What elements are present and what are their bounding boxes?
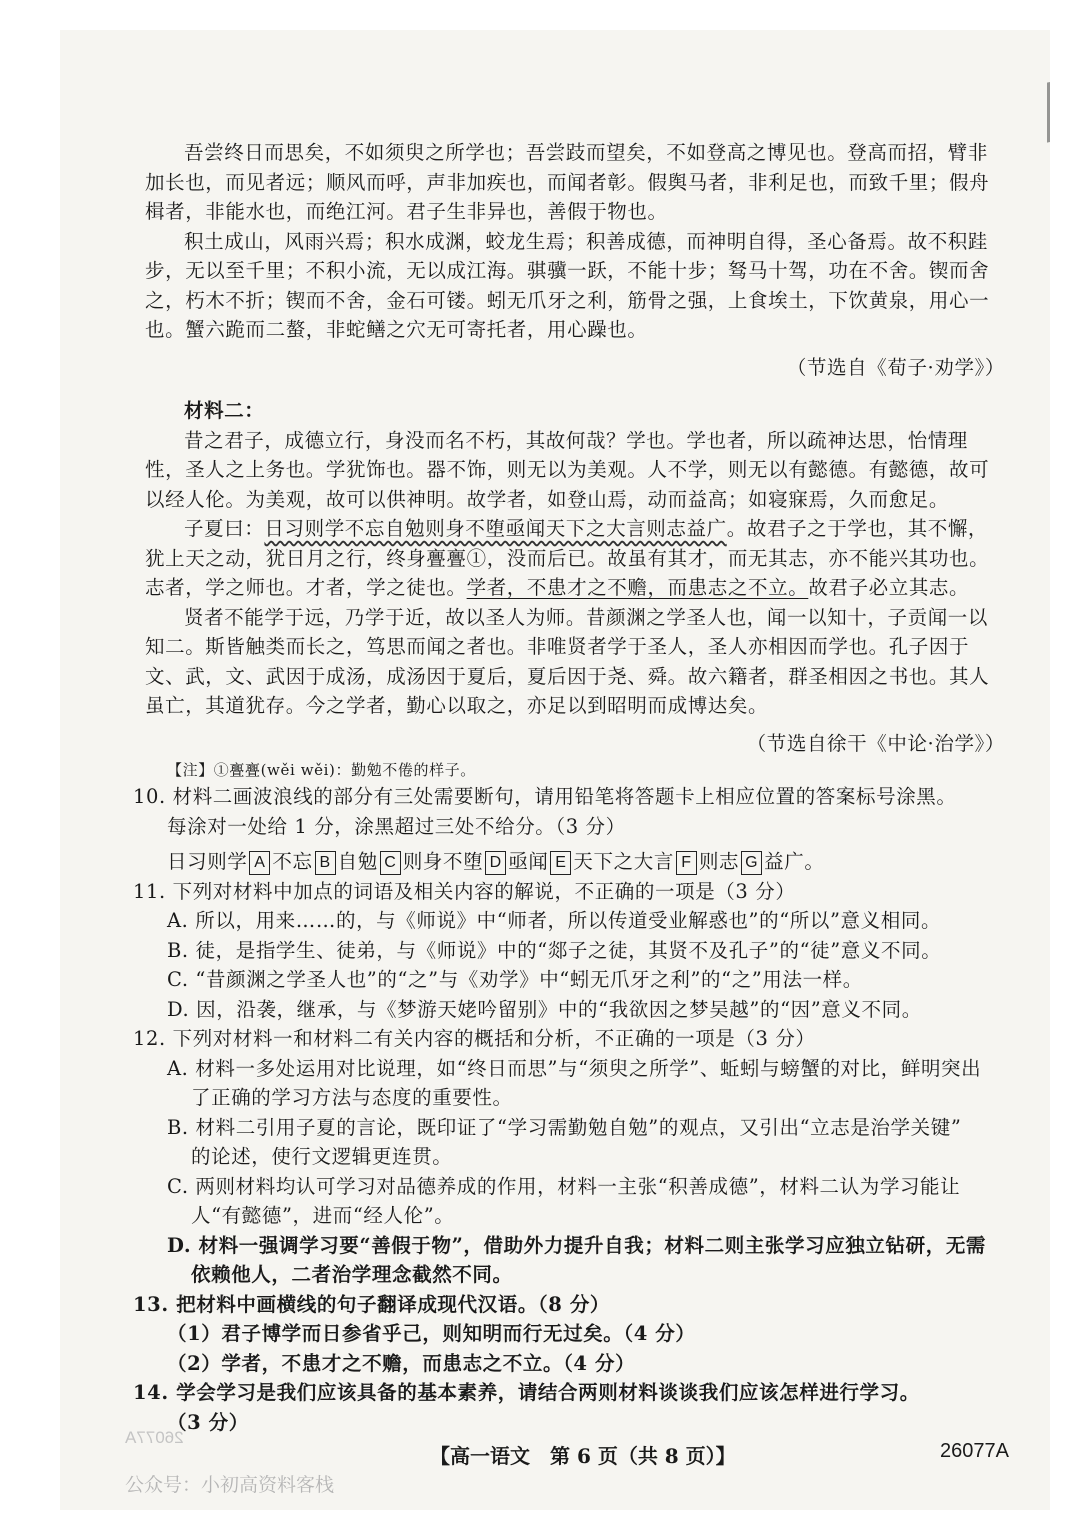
- question-11-option-a: A. 所以，用来……的，与《师说》中“师者，所以传道受业解惑也”的“所以”意义相同。: [167, 909, 942, 932]
- segment: 日习则学: [167, 850, 248, 873]
- answer-box-b: B: [315, 851, 336, 875]
- footnote: 【注】①亹亹(wěi wěi)：勤勉不倦的样子。: [167, 761, 476, 779]
- segment: 不忘: [272, 850, 313, 873]
- answer-box-e: E: [550, 851, 571, 875]
- page-number: 【高一语文 第 6 页（共 8 页）】: [430, 1444, 736, 1468]
- material1-paragraph-2: 积土成山，风雨兴焉；积水成渊，蛟龙生焉；积善成德，而神明自得，圣心备焉。故不积跬步，无以至千里；不积小流，无以成江海。骐骥一跃，不能十步；驽马十驾，功在不舍。锲而舍之，朽木不折；锲而不舍，金石可镂。蚓无爪牙之利，筋骨之强，上食埃土，下饮黄泉，用心一也。蟹六跪而二螯，非蛇鳝之穴无可寄托者，用心躁也。: [145, 229, 990, 341]
- question-12-option-b: B. 材料二引用子夏的言论，既印证了“学习需勤勉自勉”的观点，又引出“立志是治学关键”: [167, 1115, 962, 1139]
- faint-mirrored-code: 26077A: [125, 1428, 184, 1447]
- question-12-option-c: C. 两则材料均认可学习对品德养成的作用，材料一主张“积善成德”，材料二认为学习能让: [167, 1174, 961, 1198]
- question-13-item-1: （1）君子博学而日参省乎己，则知明而行无过矣。（4 分）: [167, 1322, 696, 1345]
- answer-box-d: D: [485, 851, 506, 875]
- segment: 自勉: [337, 850, 378, 873]
- question-12-option-c-cont: 人“有懿德”，进而“经人伦”。: [191, 1204, 455, 1227]
- segment: 天下之大言: [573, 850, 674, 873]
- question-12-option-d-cont: 依赖他人，二者治学理念截然不同。: [191, 1263, 513, 1286]
- question-10-segments: [167, 847, 1005, 877]
- question-12-stem: 12. 下列对材料一和材料二有关内容的概括和分析，不正确的一项是（3 分）: [133, 1027, 816, 1050]
- question-13-stem: 13. 把材料中画横线的句子翻译成现代汉语。（8 分）: [133, 1292, 611, 1316]
- question-12-option-d: D. 材料一强调学习要“善假于物”，借助外力提升自我；材料二则主张学习应独立钻研，无需: [167, 1233, 987, 1257]
- exam-content: [133, 138, 1005, 1437]
- question-10-stem: 10. 材料二画波浪线的部分有三处需要断句，请用铅笔将答题卡上相应位置的答案标号涂黑。: [133, 785, 957, 808]
- material2-label: 材料二：: [184, 399, 265, 422]
- question-11-option-d: D. 因，沿袭，继承，与《梦游天姥吟留别》中的“我欲因之梦吴越”的“因”意义不同。: [167, 997, 922, 1021]
- answer-box-a: A: [249, 851, 270, 875]
- question-14-score: （3 分）: [167, 1410, 249, 1434]
- material2-paragraph-3: 贤者不能学于远，乃学于近，故以圣人为师。昔颜渊之学圣人也，闻一以知十，子贡闻一以知二。斯皆触类而长之，笃思而闻之者也。非唯贤者学于圣人，圣人亦相因而学也。孔子因于文、武，文、武因于成汤，成汤因于夏后，夏后因于尧、舜。故六籍者，群圣相因之书也。其人虽亡，其道犹存。今之学者，勤心以取之，亦足以到昭明而成博达矣。: [145, 605, 990, 717]
- material2-paragraph-1: 昔之君子，成德立行，身没而名不朽，其故何哉？学也。学也者，所以疏神达思，怡情理性，圣人之上务也。学犹饰也。器不饰，则无以为美观。人不学，则无以有懿德。有懿德，故可以经人伦。为美观，故可以供神明。故学者，如登山焉，动而益高；如寝寐焉，久而愈足。: [145, 428, 990, 511]
- segment: 则身不堕: [402, 850, 484, 873]
- material1-paragraph-1: 吾尝终日而思矣，不如须臾之所学也；吾尝跂而望矣，不如登高之博见也。登高而招，臂非加长也，而见者远；顺风而呼，声非加疾也，而闻者彰。假舆马者，非利足也，而致千里；假舟楫者，非能水也，而绝江河。君子生非异也，善假于物也。: [145, 141, 990, 223]
- segment: 则志: [698, 850, 740, 873]
- question-11-stem: 11. 下列对材料中加点的词语及相关内容的解说，不正确的一项是（3 分）: [133, 879, 796, 903]
- watermark: 公众号：小初高资料客栈: [125, 1474, 335, 1496]
- wavy-underlined-text: 日习则学不忘自勉则身不堕亟闻天下之大言则志益广: [264, 517, 727, 540]
- edge-handwriting-mark: [1047, 77, 1072, 142]
- segment: 益广。: [764, 850, 825, 873]
- material2-source: （节选自徐干《中论·治学》）: [746, 731, 1005, 755]
- answer-box-c: C: [380, 851, 401, 875]
- question-12-option-a: A. 材料一多处运用对比说理，如“终日而思”与“须臾之所学”、蚯蚓与螃蟹的对比，鲜明突出: [167, 1056, 982, 1080]
- paragraph-2-end: 故君子必立其志。: [808, 576, 970, 599]
- question-10-scoring: 每涂对一处给 1 分，涂黑超过三处不给分。（3 分）: [167, 814, 626, 838]
- question-12-option-b-cont: 的论述，使行文逻辑更连贯。: [191, 1145, 453, 1168]
- answer-box-f: F: [676, 851, 697, 875]
- material1-source: （节选自《荀子·劝学》）: [786, 355, 1005, 379]
- material2-paragraph-2: [145, 514, 1005, 603]
- question-12-option-a-cont: 了正确的学习方法与态度的重要性。: [191, 1086, 513, 1109]
- page-footer: [0, 1440, 1080, 1470]
- zixia-intro: 子夏曰：: [184, 517, 265, 540]
- question-11-option-c: C. “昔颜渊之学圣人也”的“之”与《劝学》中“蚓无爪牙之利”的“之”用法一样。: [167, 968, 863, 991]
- underlined-sentence: 学者，不患才之不赡，而患志之不立。: [466, 576, 809, 599]
- paragraph-2-middle: 。故君子之于学也，其不懈，犹上天之动，犹日月之行，终身亹亹①，没而后已。故虽有其才，而无其志，亦不能兴其功也。志者，学之师也。才者，学之徒也。: [145, 517, 990, 599]
- question-13-item-2: （2）学者，不患才之不赡，而患志之不立。（4 分）: [167, 1351, 636, 1375]
- exam-code: 26077A: [940, 1440, 1009, 1462]
- question-11-option-b: B. 徒，是指学生、徒弟，与《师说》中的“郯子之徒，其贤不及孔子”的“徒”意义不同。: [167, 938, 942, 962]
- answer-box-g: G: [741, 851, 762, 875]
- question-14-stem: 14. 学会学习是我们应该具备的基本素养，请结合两则材料谈谈我们应该怎样进行学习。: [133, 1381, 920, 1404]
- segment: 亟闻: [508, 850, 549, 873]
